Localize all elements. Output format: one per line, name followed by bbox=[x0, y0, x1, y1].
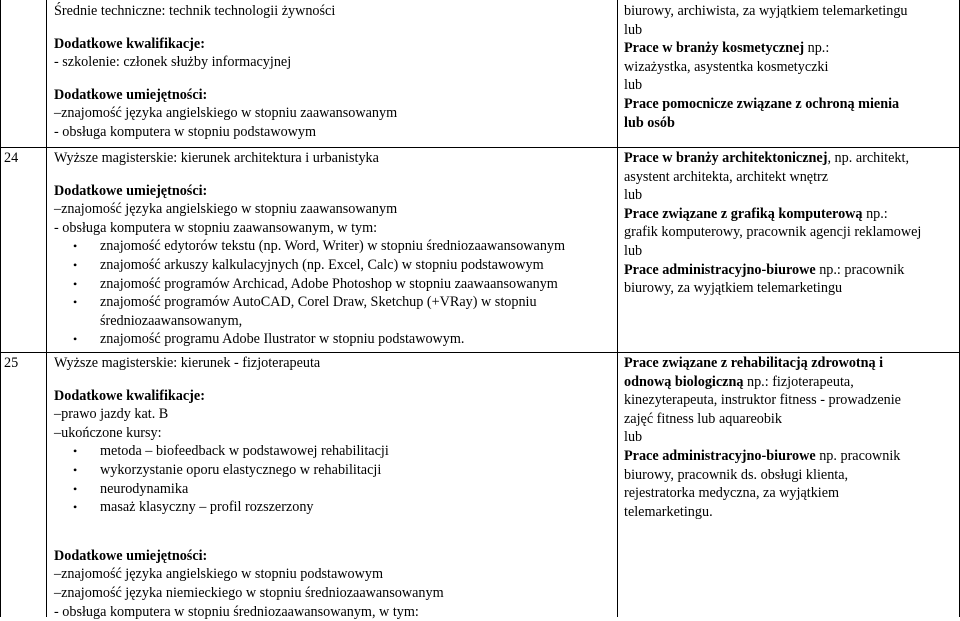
section-heading: Dodatkowe kwalifikacje: bbox=[54, 387, 205, 404]
job-text: biurowy, za wyjątkiem telemarketingu bbox=[624, 280, 843, 297]
row-divider-1 bbox=[0, 147, 960, 148]
qualification-title: Wyższe magisterskie: kierunek architektura i urbanistyka bbox=[54, 150, 379, 166]
section-heading: Dodatkowe umiejętności: bbox=[54, 547, 208, 564]
row-divider-2 bbox=[0, 352, 960, 353]
table-border-left bbox=[0, 0, 1, 617]
job-text: wizażystka, asystentka kosmetyczki bbox=[624, 58, 829, 75]
job-text: np. pracownik bbox=[815, 447, 901, 464]
list-item: - obsługa komputera w stopniu zaawansowanym, w tym: bbox=[54, 219, 378, 236]
table-column-divider-num bbox=[46, 0, 47, 617]
or-text: lub bbox=[624, 21, 643, 38]
job-text: kinezyterapeuta, instruktor fitness - prowadzenie bbox=[624, 392, 901, 409]
bullet-item-continuation: średniozaawansowanym, bbox=[100, 312, 243, 329]
table-row-24-right bbox=[624, 149, 921, 298]
or-text: lub bbox=[624, 242, 643, 259]
table-row-prev-left bbox=[54, 2, 397, 142]
bullet-item: • znajomość arkuszy kalkulacyjnych (np. Excel, Calc) w stopniu podstawowym bbox=[54, 256, 565, 275]
job-text: rejestratorka medyczna, za wyjątkiem bbox=[624, 485, 840, 502]
job-text: np.: pracownik bbox=[815, 261, 905, 278]
job-text: zajęć fitness lub aquareobik bbox=[624, 410, 782, 427]
list-item: –prawo jazdy kat. B bbox=[54, 406, 169, 423]
job-category: odnową biologiczną bbox=[624, 373, 744, 390]
job-category: Prace pomocnicze związane z ochroną mienia bbox=[624, 95, 900, 112]
bullet-item: • wykorzystanie oporu elastycznego w rehabilitacji bbox=[54, 461, 444, 480]
or-text: lub bbox=[624, 187, 643, 204]
section-heading: Dodatkowe umiejętności: bbox=[54, 86, 208, 103]
job-text: telemarketingu. bbox=[624, 503, 713, 520]
job-text: np.: bbox=[804, 40, 830, 57]
job-text: np.: bbox=[862, 205, 888, 222]
list-item: –znajomość języka angielskiego w stopniu zaawansowanym bbox=[54, 105, 398, 122]
job-category: Prace administracyjno-biurowe bbox=[624, 261, 816, 278]
bullet-item: • znajomość programów Archicad, Adobe Photoshop w stopniu zaawaansowanym bbox=[54, 275, 565, 294]
table-row-24-left bbox=[54, 149, 565, 349]
table-row-prev-right bbox=[624, 2, 908, 132]
bullet-item: • masaż klasyczny – profil rozszerzony bbox=[54, 498, 444, 517]
job-category: lub osób bbox=[624, 114, 675, 131]
bullet-item: • metoda – biofeedback w podstawowej rehabilitacji bbox=[54, 442, 444, 461]
job-category: Prace związane z grafiką komputerową bbox=[624, 205, 863, 222]
list-item: - obsługa komputera w stopniu podstawowym bbox=[54, 123, 317, 140]
job-text: asystent architekta, architekt wnętrz bbox=[624, 168, 829, 185]
job-text: biurowy, pracownik ds. obsługi klienta, bbox=[624, 466, 849, 483]
job-text: , np. architekt, bbox=[827, 150, 909, 166]
bullet-item: • znajomość edytorów tekstu (np. Word, Writer) w stopniu średniozaawansowanym bbox=[54, 237, 565, 256]
bullet-item: • neurodynamika bbox=[54, 480, 444, 499]
list-item: –znajomość języka angielskiego w stopniu podstawowym bbox=[54, 566, 384, 583]
qualification-title: Średnie techniczne: technik technologii żywności bbox=[54, 3, 336, 19]
table-column-divider-main bbox=[617, 0, 618, 617]
or-text: lub bbox=[624, 77, 643, 94]
section-heading: Dodatkowe kwalifikacje: bbox=[54, 35, 205, 52]
or-text: lub bbox=[624, 429, 643, 446]
row-number: 25 bbox=[4, 355, 19, 371]
list-item: - szkolenie: członek służby informacyjnej bbox=[54, 54, 292, 71]
qualification-title: Wyższe magisterskie: kierunek - fizjoterapeuta bbox=[54, 355, 321, 371]
job-text: np.: fizjoterapeuta, bbox=[743, 373, 854, 390]
job-category: Prace w branży architektonicznej bbox=[624, 150, 828, 166]
list-item: –znajomość języka angielskiego w stopniu zaawansowanym bbox=[54, 201, 398, 218]
bullet-item: • znajomość programu Adobe Ilustrator w stopniu podstawowym. bbox=[54, 330, 565, 349]
table-row-25-right bbox=[624, 354, 901, 521]
section-heading: Dodatkowe umiejętności: bbox=[54, 182, 208, 199]
bullet-item: • znajomość programów AutoCAD, Corel Draw, Sketchup (+VRay) w stopniu bbox=[54, 293, 565, 312]
job-text: grafik komputerowy, pracownik agencji reklamowej bbox=[624, 224, 922, 241]
job-category: Prace administracyjno-biurowe bbox=[624, 447, 816, 464]
job-category: Prace w branży kosmetycznej bbox=[624, 40, 805, 57]
row-number: 24 bbox=[4, 150, 19, 166]
job-text: biurowy, archiwista, za wyjątkiem telemarketingu bbox=[624, 3, 908, 19]
list-item: –znajomość języka niemieckiego w stopniu średniozaawansowanym bbox=[54, 584, 444, 601]
job-category: Prace związane z rehabilitacją zdrowotną i bbox=[624, 355, 884, 371]
table-row-25-left bbox=[54, 354, 444, 621]
list-item: - obsługa komputera w stopniu średniozaawansowanym, w tym: bbox=[54, 603, 419, 620]
list-item: –ukończone kursy: bbox=[54, 424, 162, 441]
